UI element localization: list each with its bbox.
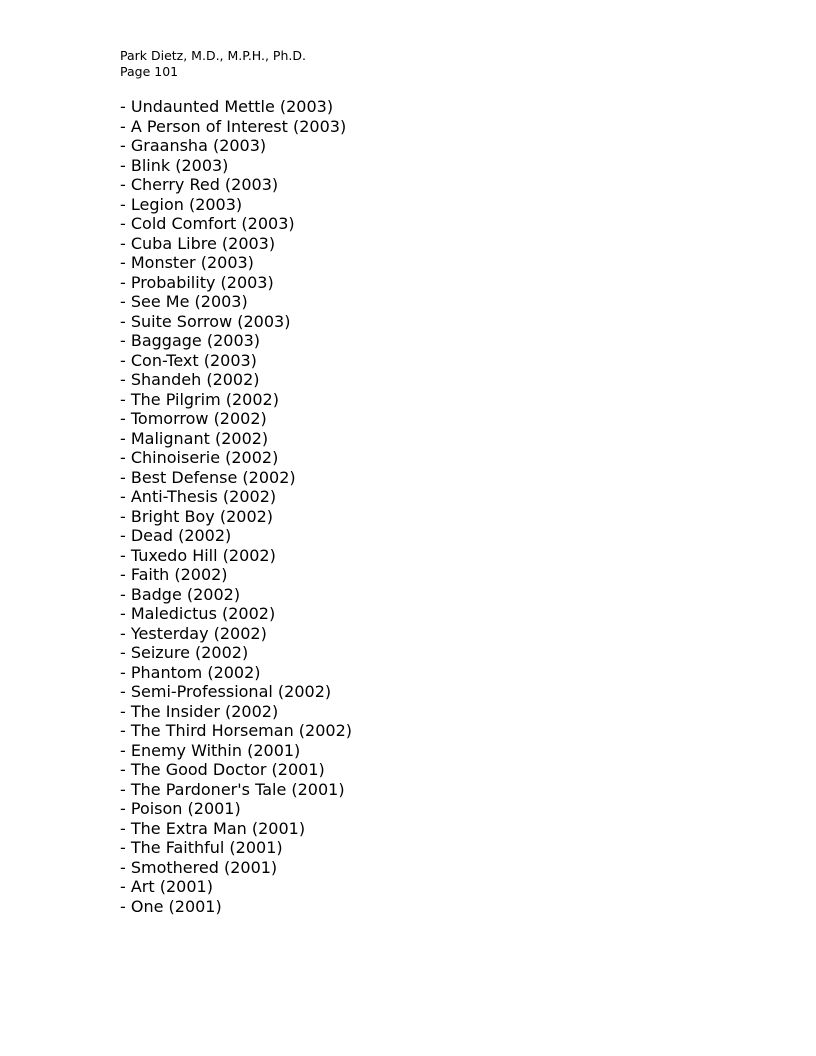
list-item: - Legion (2003) [120, 194, 243, 214]
list-item: - A Person of Interest (2003) [120, 116, 347, 136]
list-item: - The Faithful (2001) [120, 838, 283, 857]
list-item: - Tomorrow (2002) [120, 409, 267, 428]
list-item: - Bright Boy (2002) [120, 506, 274, 526]
author-name: Park Dietz, M.D., M.P.H., Ph.D. [120, 48, 306, 63]
list-item: - One (2001) [120, 896, 222, 916]
list-item: - Undaunted Mettle (2003) [120, 97, 334, 116]
list-item: - Cherry Red (2003) [120, 175, 279, 194]
list-item: - Smothered (2001) [120, 857, 278, 877]
list-item: - Poison (2001) [120, 799, 241, 818]
list-item: - Cold Comfort (2003) [120, 214, 295, 233]
list-item: - Badge (2002) [120, 584, 241, 604]
list-item: - Anti-Thesis (2002) [120, 487, 277, 506]
episode-list [120, 97, 352, 916]
list-item: - Tuxedo Hill (2002) [120, 545, 276, 565]
list-item: - Probability (2003) [120, 272, 274, 292]
list-item: - Malignant (2002) [120, 428, 269, 448]
list-item: - Art (2001) [120, 877, 213, 896]
list-item: - Seizure (2002) [120, 643, 249, 662]
list-item: - Enemy Within (2001) [120, 740, 301, 760]
list-item: - The Extra Man (2001) [120, 818, 306, 838]
list-item: - The Good Doctor (2001) [120, 760, 325, 779]
list-item: - Suite Sorrow (2003) [120, 311, 291, 331]
list-item: - Semi-Professional (2002) [120, 682, 332, 701]
list-item: - Yesterday (2002) [120, 623, 267, 643]
list-item: - The Pardoner's Tale (2001) [120, 779, 345, 799]
list-item: - See Me (2003) [120, 292, 248, 311]
list-item: - Maledictus (2002) [120, 604, 276, 623]
list-item: - Shandeh (2002) [120, 370, 260, 389]
list-item: - Phantom (2002) [120, 662, 261, 682]
list-item: - Cuba Libre (2003) [120, 233, 276, 253]
list-item: - The Pilgrim (2002) [120, 389, 279, 409]
list-item: - Chinoiserie (2002) [120, 448, 279, 467]
list-item: - The Insider (2002) [120, 701, 279, 721]
list-item: - The Third Horseman (2002) [120, 721, 352, 740]
list-item: - Monster (2003) [120, 253, 254, 272]
list-item: - Baggage (2003) [120, 331, 261, 350]
list-item: - Best Defense (2002) [120, 467, 296, 487]
list-item: - Faith (2002) [120, 565, 228, 584]
page-number: Page 101 [120, 64, 179, 79]
list-item: - Graansha (2003) [120, 136, 267, 155]
list-item: - Blink (2003) [120, 155, 229, 175]
list-item: - Con-Text (2003) [120, 350, 257, 370]
list-item: - Dead (2002) [120, 526, 232, 545]
page-header [120, 48, 306, 80]
